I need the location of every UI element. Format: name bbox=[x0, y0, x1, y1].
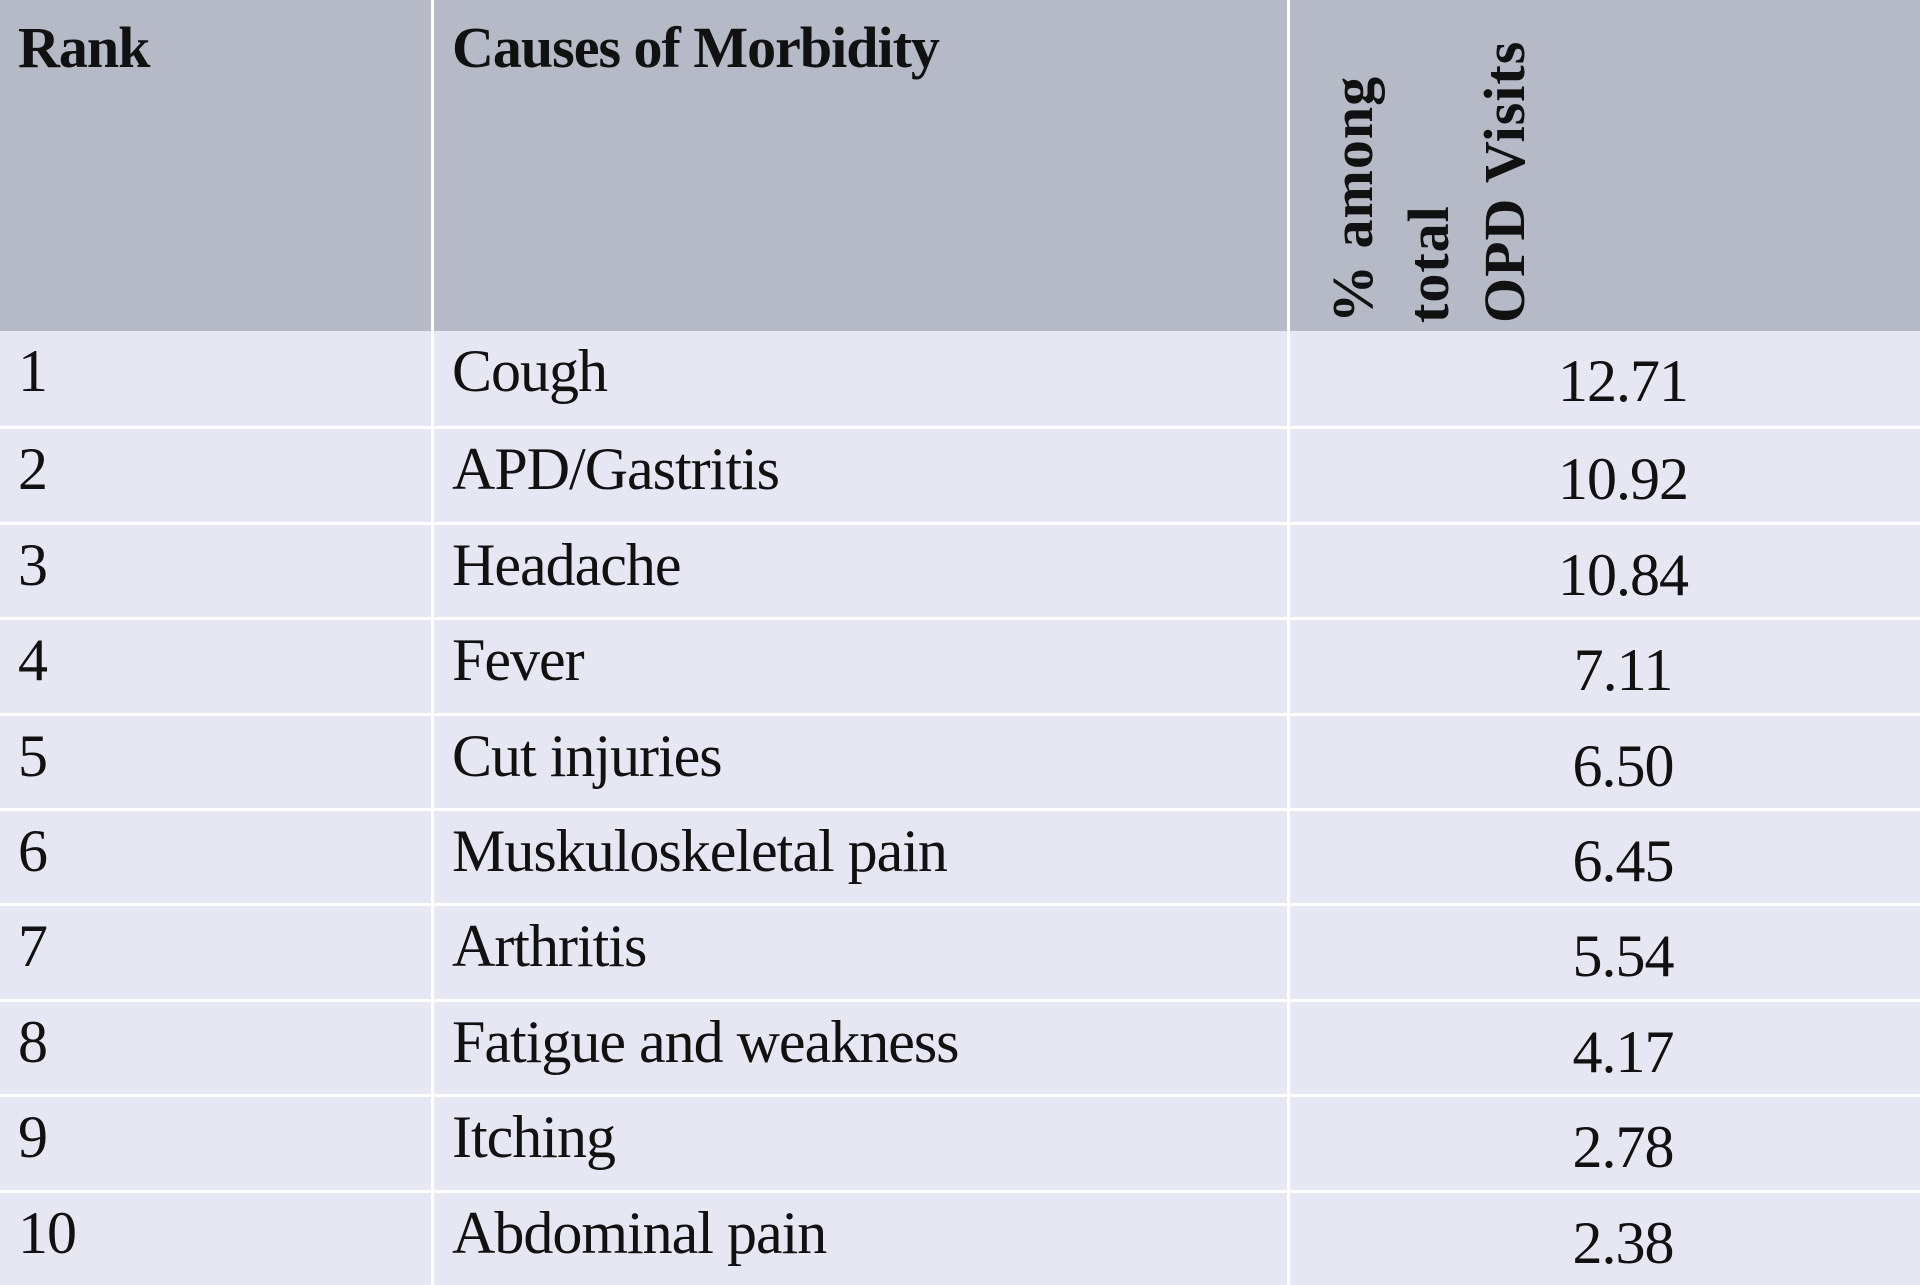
percent-cell bbox=[1290, 903, 1920, 998]
rank-value: 6 bbox=[18, 817, 47, 884]
rank-value: 1 bbox=[18, 338, 47, 404]
percent-cell bbox=[1290, 331, 1920, 426]
rank-value: 7 bbox=[18, 913, 47, 980]
rank-value: 5 bbox=[18, 722, 47, 789]
cause-cell bbox=[434, 1190, 1290, 1285]
rank-cell bbox=[0, 713, 434, 808]
rank-value: 8 bbox=[18, 1008, 47, 1075]
cause-cell bbox=[434, 999, 1290, 1094]
rank-value: 2 bbox=[18, 436, 47, 503]
cause-cell bbox=[434, 713, 1290, 808]
cause-cell bbox=[434, 617, 1290, 712]
cause-value: Fever bbox=[452, 627, 584, 694]
header-percent-line-2: total bbox=[1396, 205, 1461, 323]
cause-value: Muskuloskeletal pain bbox=[452, 817, 947, 884]
percent-cell bbox=[1290, 1190, 1920, 1285]
header-percent-line-3: OPD Visits bbox=[1472, 40, 1537, 323]
cause-value: Cut injuries bbox=[452, 722, 722, 789]
percent-value: 10.84 bbox=[1558, 541, 1688, 608]
percent-value: 12.71 bbox=[1558, 348, 1688, 414]
cause-cell bbox=[434, 331, 1290, 426]
percent-cell bbox=[1290, 808, 1920, 903]
percent-cell bbox=[1290, 522, 1920, 617]
header-rank-label: Rank bbox=[18, 15, 150, 80]
rank-cell bbox=[0, 1190, 434, 1285]
cause-value: Cough bbox=[452, 338, 608, 404]
rank-value: 9 bbox=[18, 1104, 47, 1171]
percent-value: 4.17 bbox=[1572, 1018, 1674, 1085]
percent-value: 7.11 bbox=[1573, 637, 1673, 704]
cause-cell bbox=[434, 808, 1290, 903]
header-cause-label: Causes of Morbidity bbox=[452, 15, 939, 80]
percent-value: 2.38 bbox=[1572, 1209, 1674, 1276]
rank-cell bbox=[0, 522, 434, 617]
cause-cell bbox=[434, 522, 1290, 617]
rank-cell bbox=[0, 426, 434, 521]
cause-value: Itching bbox=[452, 1104, 615, 1171]
cause-value: Arthritis bbox=[452, 913, 647, 980]
rank-cell bbox=[0, 999, 434, 1094]
rank-cell bbox=[0, 1094, 434, 1189]
cause-value: APD/Gastritis bbox=[452, 436, 780, 503]
percent-value: 2.78 bbox=[1572, 1114, 1674, 1181]
percent-cell bbox=[1290, 426, 1920, 521]
percent-cell bbox=[1290, 999, 1920, 1094]
header-cause bbox=[434, 0, 1290, 331]
rank-value: 4 bbox=[18, 627, 47, 694]
cause-value: Abdominal pain bbox=[452, 1199, 827, 1266]
rank-value: 10 bbox=[18, 1199, 76, 1266]
header-percent bbox=[1290, 0, 1920, 331]
rank-value: 3 bbox=[18, 531, 47, 598]
cause-value: Headache bbox=[452, 531, 681, 598]
percent-cell bbox=[1290, 1094, 1920, 1189]
cause-cell bbox=[434, 903, 1290, 998]
cause-cell bbox=[434, 1094, 1290, 1189]
rank-cell bbox=[0, 808, 434, 903]
rank-cell bbox=[0, 617, 434, 712]
rank-cell bbox=[0, 331, 434, 426]
cause-cell bbox=[434, 426, 1290, 521]
cause-value: Fatigue and weakness bbox=[452, 1008, 959, 1075]
percent-value: 6.50 bbox=[1572, 732, 1674, 799]
percent-value: 10.92 bbox=[1558, 446, 1688, 513]
header-percent-line-1: % among bbox=[1320, 75, 1385, 323]
percent-cell bbox=[1290, 713, 1920, 808]
rank-cell bbox=[0, 903, 434, 998]
percent-value: 6.45 bbox=[1572, 827, 1674, 894]
percent-cell bbox=[1290, 617, 1920, 712]
header-rank bbox=[0, 0, 434, 331]
percent-value: 5.54 bbox=[1572, 923, 1674, 990]
